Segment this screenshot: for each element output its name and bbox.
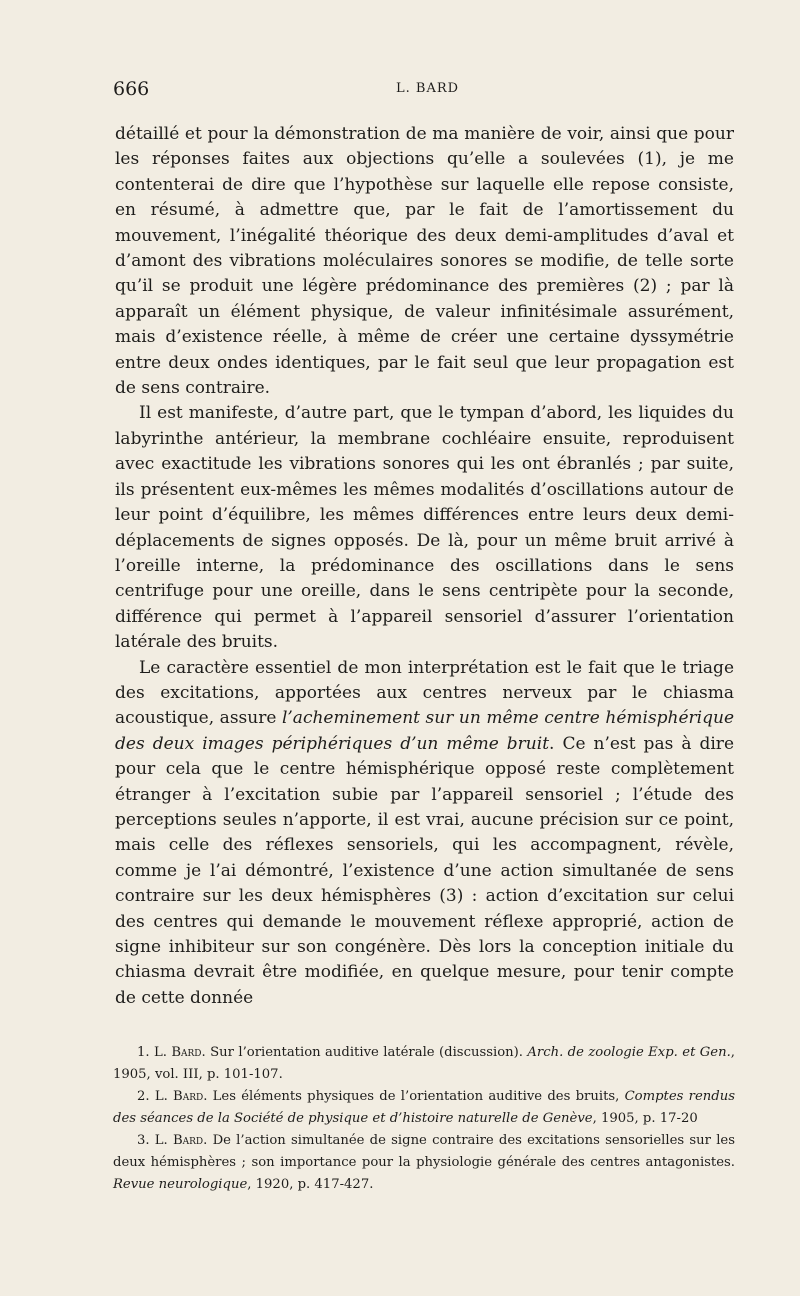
- paragraph-1: détaillé et pour la démonstration de ma manière de voir, ainsi que pour les réponses faites aux objections qu’elle a soulevées (1), je me contenterai de dire que l’hypothèse sur laquelle elle repose consiste, en résumé, à admettre que, par le fait de l’amortissement du mouvement, l’inégalité théorique des deux demi-amplitudes d’aval et d’amont des vibrations moléculaires sonores se modifie, de telle sorte qu’il se produit une légère prédominance des premières (2) ; par là apparaît un élément physique, de valeur infinitésimale assurément, mais d’existence réelle, à même de créer une certaine dyssymétrie entre deux ondes identiques, par le fait seul que leur propagation est de sens contraire.: [115, 124, 734, 399]
- footnote-2-journal: Comptes rendus des séances de la Société de physique et d’histoire naturelle de Genève: [113, 1089, 735, 1126]
- footnote-3-number: 3. L.: [137, 1133, 173, 1148]
- footnotes: [113, 1042, 735, 1196]
- footnote-3-reference: , 1920, p. 417-427.: [247, 1177, 374, 1192]
- footnote-2-reference: , 1905, p. 17-20: [592, 1111, 698, 1126]
- footnote-2-title: . Les éléments physiques de l’orientation auditive des bruits,: [203, 1089, 625, 1104]
- paragraph-3-text-b: . Ce n’est pas à dire pour cela que le centre hémisphérique opposé reste complètement étranger à l’excitation subie par l’appareil sensoriel ; l’étude des perceptions seules n’apporte, il est vrai, aucune précision sur ce point, mais celle des réflexes sensoriels, qui les accompagnent, révèle, comme je l’ai démontré, l’existence d’une action simultanée de sens contraire sur les deux hémisphères (3) : action d’excitation sur celui des centres qui demande le mouvement réflexe approprié, action de signe inhibiteur sur son congénère. Dès lors la conception initiale du chiasma devrait être modifiée, en quelque mesure, pour tenir compte de cette donnée: [115, 733, 734, 1008]
- page-number: 666: [113, 78, 150, 100]
- footnote-2-number: 2. L.: [137, 1089, 174, 1104]
- footnote-1-author: Bard: [171, 1045, 202, 1060]
- paragraph-3: [115, 656, 734, 1012]
- footnote-2-author: Bard: [173, 1089, 204, 1104]
- footnote-1-reference: , 1905, vol. III, p. 101-107.: [113, 1045, 735, 1082]
- footnote-1-journal: Arch. de zoologie Exp. et Gen.: [527, 1045, 731, 1060]
- running-head: L. BARD: [396, 81, 460, 96]
- page-header: [113, 78, 733, 102]
- body-text: [115, 122, 734, 1011]
- footnote-3-journal: Revue neurologique: [113, 1177, 248, 1192]
- footnote-1-title: . Sur l’orientation auditive latérale (discussion).: [201, 1045, 528, 1060]
- paragraph-2: Il est manifeste, d’autre part, que le tympan d’abord, les liquides du labyrinthe antérieur, la membrane cochléaire ensuite, reproduisent avec exactitude les vibrations sonores qui les ont ébranlés ; par suite, ils présentent eux-mêmes les mêmes modalités d’oscillations autour de leur point d’équilibre, les mêmes différences entre leurs deux demi-déplacements de signes opposés. De là, pour un même bruit arrivé à l’oreille interne, la prédominance des oscillations dans le sens centrifuge pour une oreille, dans le sens centripète pour la seconde, différence qui permet à l’appareil sensoriel d’assurer l’orientation latérale des bruits.: [115, 403, 734, 653]
- footnote-1: [113, 1042, 735, 1086]
- footnote-3: [113, 1130, 735, 1196]
- paragraph-3-text-a: Le caractère essentiel de mon interprétation est le fait que le triage des excitations, apportées aux centres nerveux par le chiasma acoustique, assure: [115, 657, 734, 729]
- footnote-1-number: 1. L.: [137, 1045, 172, 1060]
- footnote-2: [113, 1086, 735, 1130]
- paragraph-3-italic: l’acheminement sur un même centre hémisphérique des deux images périphériques d’un même bruit: [115, 708, 735, 754]
- footnote-3-title: . De l’action simultanée de signe contraire des excitations sensorielles sur les deux hémisphères ; son importance pour la physiologie générale des centres antagonistes.: [113, 1133, 735, 1170]
- footnote-3-author: Bard: [172, 1133, 204, 1148]
